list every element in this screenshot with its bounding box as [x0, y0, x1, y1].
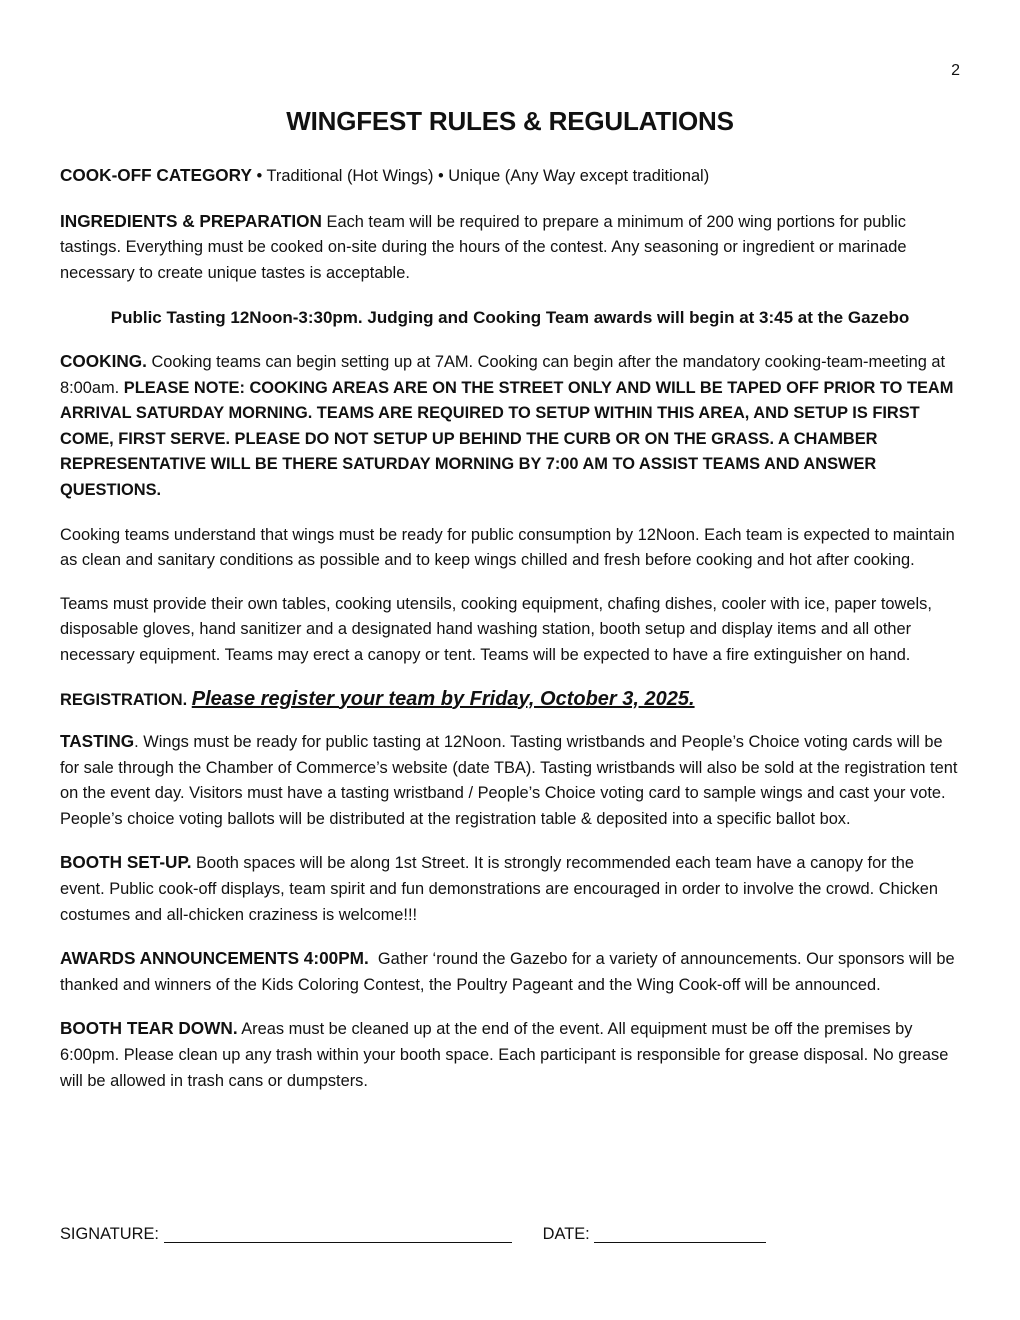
signature-label: SIGNATURE: — [60, 1225, 159, 1243]
tasting-text: . Wings must be ready for public tasting at 12Noon. Tasting wristbands and People’s Choice voting cards will be for sale through the Chamber of Commerce’s website (date TBA). Tasting wristbands will also be sold at the registration tent on the event day. Visitors must have a tasting wristband / People’s Choice voting card to sample wings and cast your vote. People’s choice voting ballots will be distributed at the registration table & deposited into a specific ballot box. — [60, 733, 958, 828]
document-body — [60, 163, 960, 1094]
booth-setup-paragraph — [60, 850, 960, 928]
cookoff-category-text: • Traditional (Hot Wings) • Unique (Any Way except traditional) — [251, 167, 710, 185]
registration-paragraph — [60, 687, 960, 714]
cooking-paragraph — [60, 349, 960, 504]
booth-setup-heading: BOOTH SET-UP. — [60, 852, 192, 873]
cookoff-category-heading: COOK-OFF CATEGORY — [60, 165, 252, 185]
cooking-text: Cooking teams can begin setting up at 7AM. Cooking can begin after the mandatory cooking-team-meeting at 8:00am. — [60, 352, 946, 397]
awards-paragraph — [60, 946, 960, 998]
teardown-paragraph — [60, 1016, 960, 1094]
teardown-text: Areas must be cleaned up at the end of the event. All equipment must be off the premises by 6:00pm. Please clean up any trash within your booth space. Each participant is responsible for grease disposal. No grease will be allowed in trash cans or dumpsters. — [60, 1020, 949, 1090]
tasting-heading: TASTING — [60, 731, 135, 752]
page-title: WINGFEST RULES & REGULATIONS — [286, 106, 734, 136]
awards-heading: AWARDS ANNOUNCEMENTS 4:00PM. — [60, 948, 369, 969]
page-number: 2 — [951, 62, 960, 79]
registration-heading: REGISTRATION. — [60, 690, 192, 709]
tasting-paragraph — [60, 729, 960, 832]
awards-text: Gather ‘round the Gazebo for a variety of announcements. Our sponsors will be thanked and winners of the Kids Coloring Contest, the Poultry Pageant and the Wing Cook-off will be announced. — [60, 950, 960, 994]
signature-line[interactable] — [164, 1224, 512, 1243]
cooking-paragraph-2: Cooking teams understand that wings must be ready for public consumption by 12Noon. Each team is expected to maintain as clean and sanitary conditions as possible and to keep wings chilled and fresh before cooking and hot after cooking. — [60, 525, 955, 570]
registration-deadline: Please register your team by Friday, October 3, 2025. — [191, 687, 695, 710]
ingredients-paragraph — [60, 209, 960, 287]
ingredients-heading: INGREDIENTS & PREPARATION — [60, 210, 322, 231]
teardown-heading: BOOTH TEAR DOWN. — [60, 1018, 238, 1039]
cooking-heading: COOKING. — [60, 350, 147, 371]
signature-row — [60, 1224, 960, 1244]
cookoff-category-paragraph — [60, 163, 960, 190]
date-label: DATE: — [542, 1225, 590, 1243]
schedule-line: Public Tasting 12Noon-3:30pm. Judging and Cooking Team awards will begin at 3:45 at the Gazebo — [110, 308, 910, 328]
cooking-paragraph-3: Teams must provide their own tables, cooking utensils, cooking equipment, chafing dishes, cooler with ice, paper towels, disposable gloves, hand sanitizer and a designated hand washing station, booth setup and display items and all other necessary equipment. Teams may erect a canopy or tent. Teams will be expected to have a fire extinguisher on hand. — [60, 594, 932, 664]
cooking-notice: PLEASE NOTE: COOKING AREAS ARE ON THE STREET ONLY AND WILL BE TAPED OFF PRIOR TO TEAM ARRIVAL SATURDAY MORNING. TEAMS ARE REQUIRED TO SETUP WITHIN THIS AREA, AND SETUP IS FIRST COME, FIRST SERVE. PLEASE DO NOT SETUP UP BEHIND THE CURB OR ON THE GRASS. A CHAMBER REPRESENTATIVE WILL BE THERE SATURDAY MORNING BY 7:00 AM TO ASSIST TEAMS AND ANSWER QUESTIONS. — [60, 378, 954, 499]
ingredients-text: Each team will be required to prepare a minimum of 200 wing portions for public tastings. Everything must be cooked on-site during the hours of the contest. Any seasoning or ingredient or marinade necessary to create unique tastes is acceptable. — [60, 212, 907, 282]
date-line[interactable] — [594, 1224, 766, 1243]
booth-setup-text: Booth spaces will be along 1st Street. It is strongly recommended each team have a canopy for the event. Public cook-off displays, team spirit and fun demonstrations are encouraged in order to involve the crowd. Chicken costumes and all-chicken craziness is welcome!!! — [60, 854, 938, 924]
